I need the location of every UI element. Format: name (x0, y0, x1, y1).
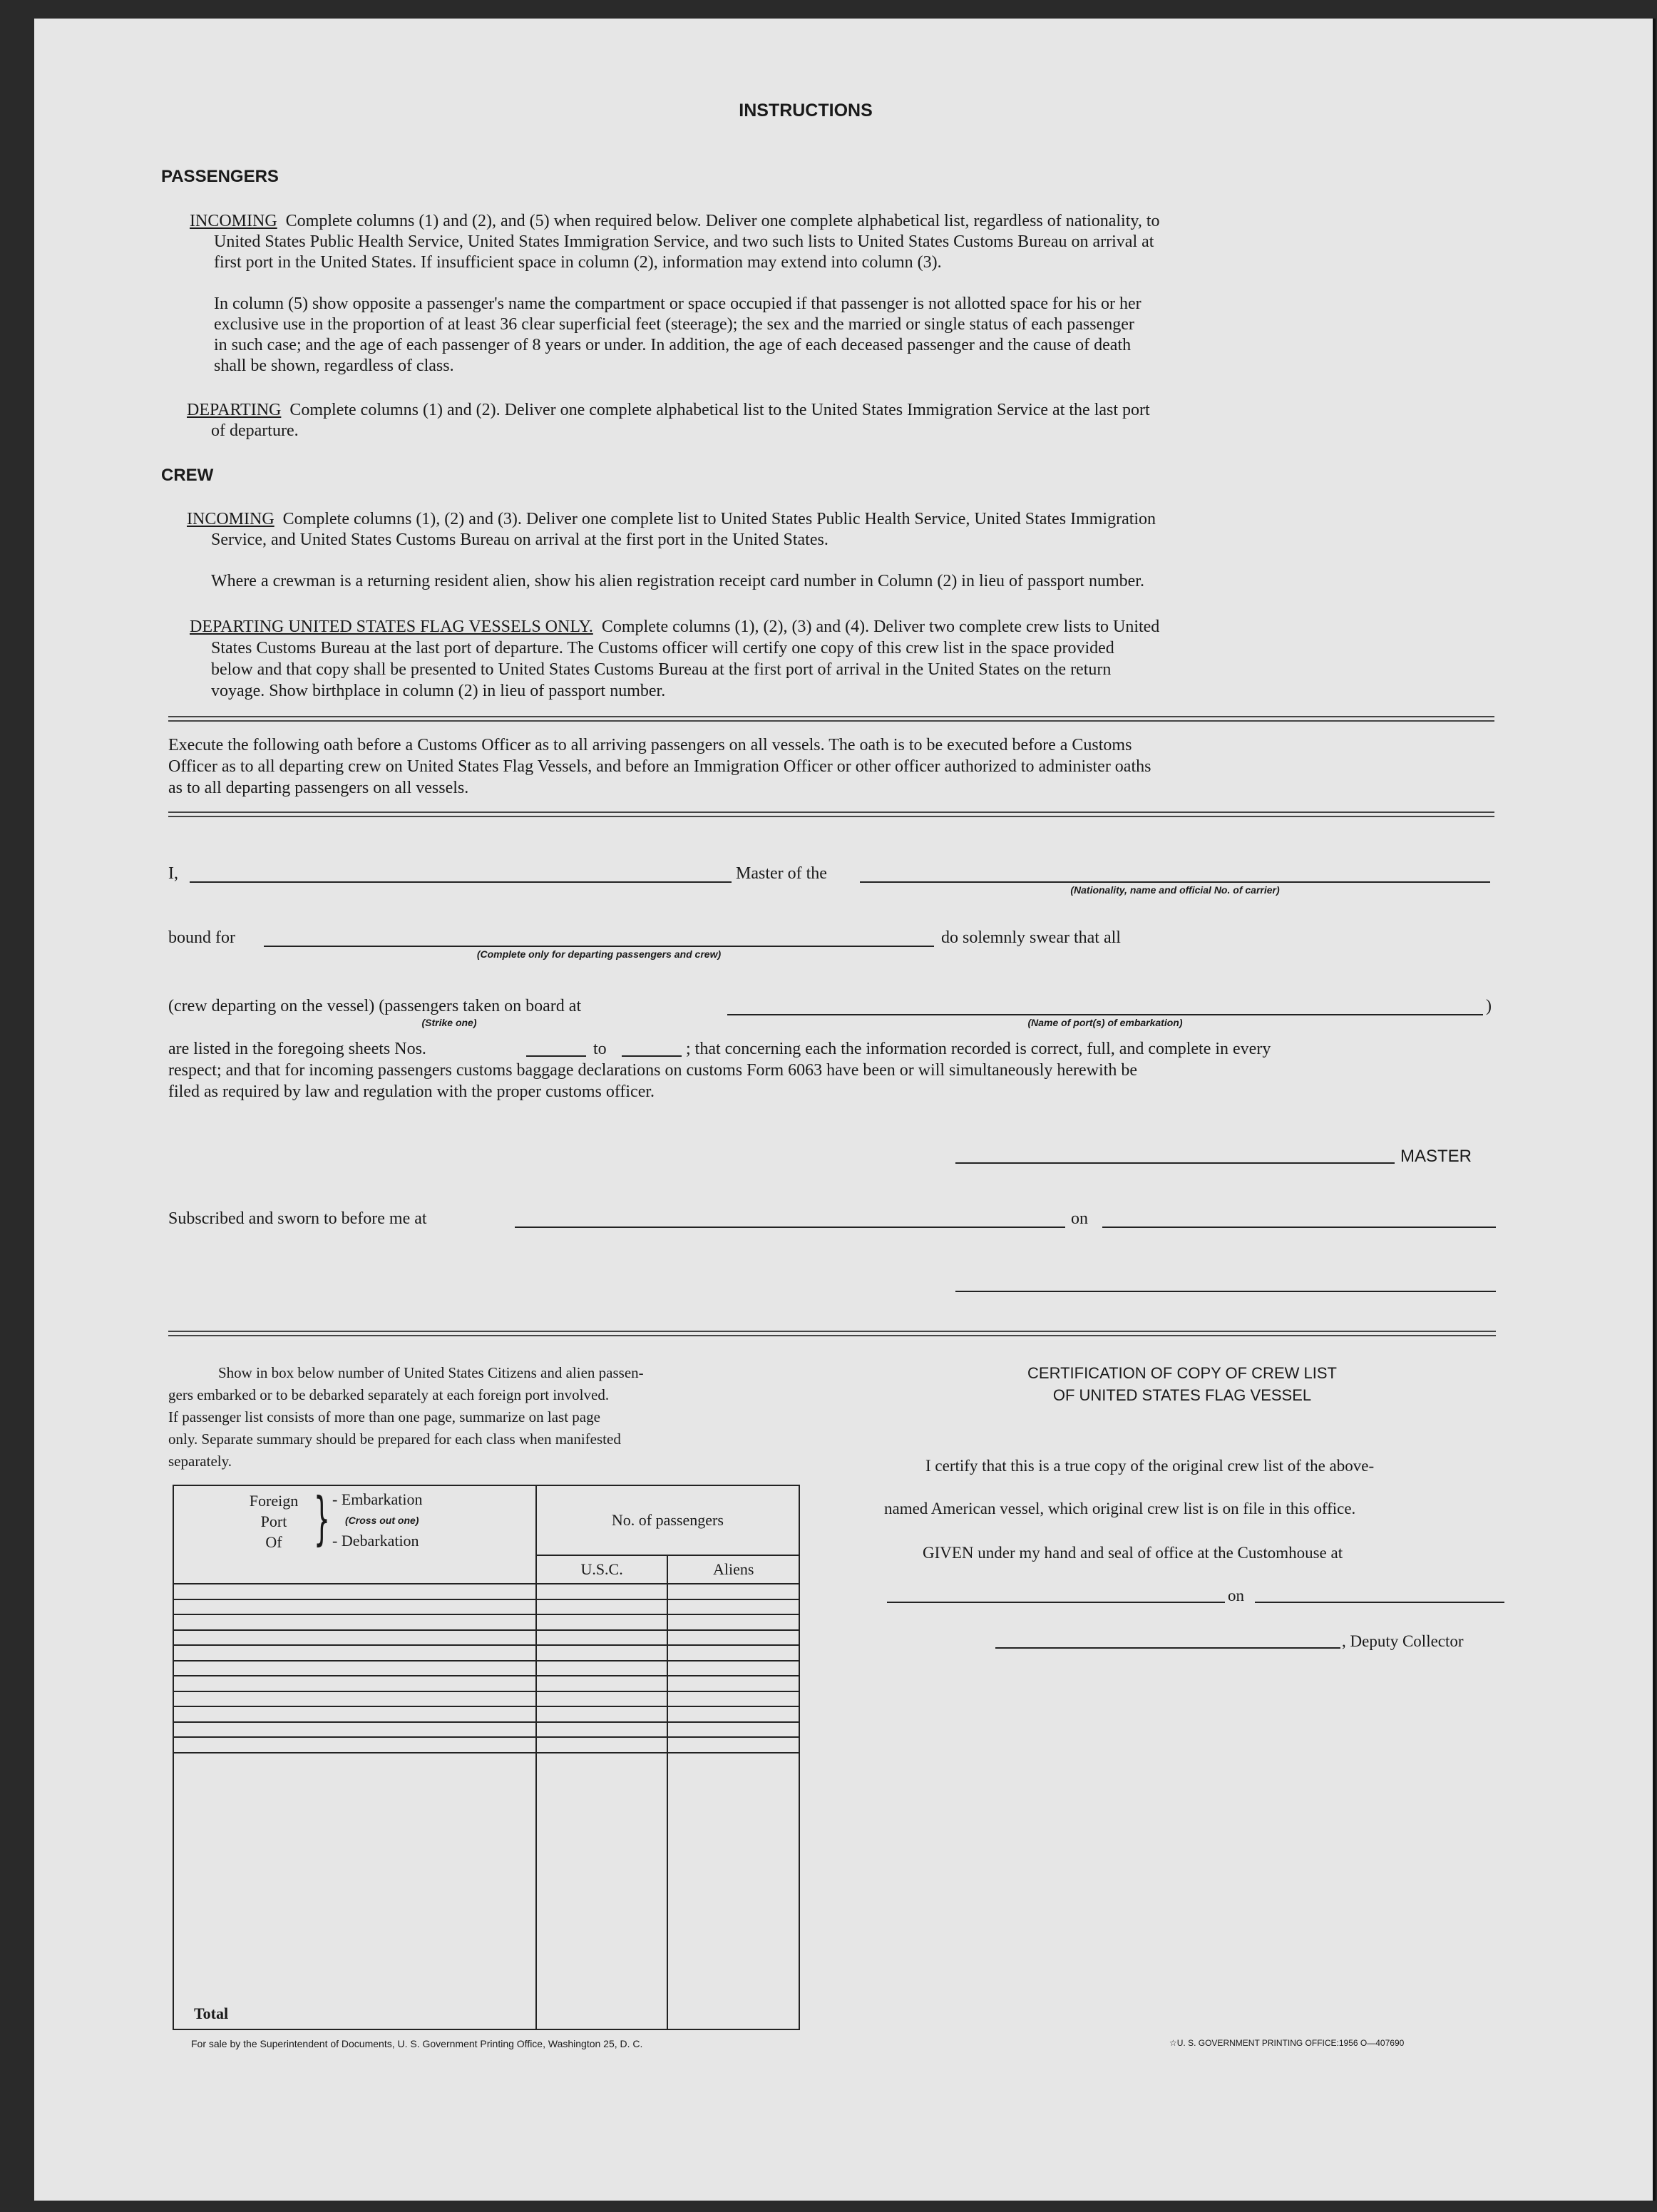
total-row (173, 1753, 799, 2029)
table-row (173, 1584, 799, 1599)
crew-alien-note: Where a crewman is a returning resident alien, show his alien registration receipt card number in Column (2) in lieu of passport number. (211, 572, 1144, 590)
swear-label: do solemnly swear that all (941, 928, 1121, 947)
table-row (173, 1706, 799, 1722)
embarkation-option[interactable]: - Embarkation (332, 1490, 423, 1508)
aliens-cell[interactable] (667, 1645, 799, 1661)
certification-title-line2: OF UNITED STATES FLAG VESSEL (1052, 1386, 1312, 1404)
table-row (173, 1614, 799, 1630)
usc-cell[interactable] (536, 1661, 668, 1676)
table-row (173, 1599, 799, 1615)
passengers-departing-text: Complete columns (1) and (2). Deliver one complete alphabetical list to the United States Immigration Service at the last port (289, 401, 1150, 419)
port-cell[interactable] (173, 1630, 536, 1646)
certification-date-field[interactable] (1255, 1602, 1504, 1603)
deputy-collector-signature-field[interactable] (995, 1647, 1340, 1649)
column5-line1: In column (5) show opposite a passenger's name the compartment or space occupied if that passenger is not allotted space for his or her (214, 295, 1142, 313)
sheet-to-field[interactable] (622, 1055, 682, 1057)
listed-line3: filed as required by law and regulation with the proper customs officer. (168, 1082, 655, 1101)
subscribed-label: Subscribed and sworn to before me at (168, 1209, 427, 1228)
usc-header: U.S.C. (536, 1555, 668, 1584)
port-cell[interactable] (173, 1737, 536, 1753)
crew-incoming-line2: Service, and United States Customs Bureau on arrival at the first port in the United States. (211, 531, 828, 549)
column5-line4: shall be shown, regardless of class. (214, 357, 454, 375)
aliens-cell[interactable] (667, 1706, 799, 1722)
listed-label-a: are listed in the foregoing sheets Nos. (168, 1040, 426, 1058)
crew-departing-line3: below and that copy shall be presented to United States Customs Bureau at the first port of arrival in the United States on the return (211, 660, 1112, 679)
bound-for-field[interactable] (264, 946, 934, 947)
aliens-total-cell[interactable] (667, 1753, 799, 2029)
listed-label-b: ; that concerning each the information recorded is correct, full, and complete in every (686, 1040, 1271, 1058)
summary-intro-line1: Show in box below number of United States Citizens and alien passen- (218, 1364, 644, 1381)
brace-icon: } (313, 1485, 330, 1552)
usc-cell[interactable] (536, 1645, 668, 1661)
no-of-passengers-header: No. of passengers (536, 1485, 799, 1555)
summary-intro-line3: If passenger list consists of more than one page, summarize on last page (168, 1408, 600, 1425)
oath-intro-line2: Officer as to all departing crew on United States Flag Vessels, and before an Immigration Officer or other officer authorized to administer oaths (168, 757, 1151, 776)
master-name-field[interactable] (190, 881, 732, 883)
passengers-heading: PASSENGERS (161, 167, 279, 186)
aliens-cell[interactable] (667, 1676, 799, 1691)
master-label: MASTER (1400, 1147, 1472, 1166)
usc-cell[interactable] (536, 1722, 668, 1738)
usc-total-cell[interactable] (536, 1753, 668, 2029)
column5-line3: in such case; and the age of each passenger of 8 years or under. In addition, the age of each deceased passenger and the cause of death (214, 336, 1132, 354)
port-cell[interactable] (173, 1599, 536, 1615)
summary-intro-line5: separately. (168, 1453, 232, 1470)
oath-intro-line1: Execute the following oath before a Customs Officer as to all arriving passengers on all vessels. The oath is to be executed before a Customs (168, 736, 1132, 754)
certification-on-label: on (1228, 1587, 1244, 1604)
carrier-caption: (Nationality, name and official No. of carrier) (1070, 884, 1280, 896)
usc-cell[interactable] (536, 1737, 668, 1753)
master-of-label: Master of the (736, 864, 827, 883)
footer-printing-note: For sale by the Superintendent of Documents, U. S. Government Printing Office, Washington 25, D. C. (191, 2038, 643, 2049)
sworn-place-field[interactable] (515, 1227, 1065, 1228)
crew-departing-line2: States Customs Bureau at the last port of departure. The Customs officer will certify one copy of this crew list in the space provided (211, 639, 1114, 657)
page-title: INSTRUCTIONS (739, 101, 873, 121)
carrier-field[interactable] (860, 881, 1490, 883)
summary-intro-line2: gers embarked or to be debarked separately at each foreign port involved. (168, 1386, 610, 1403)
port-label: Port (260, 1512, 287, 1530)
aliens-cell[interactable] (667, 1630, 799, 1646)
certification-title-line1: CERTIFICATION OF COPY OF CREW LIST (1027, 1364, 1337, 1382)
port-cell[interactable] (173, 1584, 536, 1599)
embarkation-ports-field[interactable] (727, 1014, 1483, 1015)
oath-i-label: I, (168, 864, 178, 883)
cross-out-caption: (Cross out one) (345, 1515, 419, 1526)
aliens-cell[interactable] (667, 1599, 799, 1615)
aliens-cell[interactable] (667, 1584, 799, 1599)
ports-caption: (Name of port(s) of embarkation) (1027, 1017, 1183, 1028)
table-row (173, 1722, 799, 1738)
port-cell[interactable] (173, 1614, 536, 1630)
close-paren: ) (1486, 997, 1492, 1015)
bound-for-label: bound for (168, 928, 235, 947)
customhouse-field[interactable] (887, 1602, 1225, 1603)
divider (168, 1331, 1496, 1336)
crew-heading: CREW (161, 466, 214, 485)
passengers-departing-para (187, 399, 1150, 421)
debarkation-option[interactable]: - Debarkation (332, 1532, 419, 1550)
foreign-label: Foreign (249, 1492, 299, 1510)
officer-signature-field[interactable] (955, 1291, 1496, 1292)
aliens-cell[interactable] (667, 1691, 799, 1707)
summary-instructions (168, 1362, 644, 1473)
total-label: Total (173, 1753, 536, 2029)
usc-cell[interactable] (536, 1614, 668, 1630)
aliens-cell[interactable] (667, 1722, 799, 1738)
table-row (173, 1676, 799, 1691)
strike-caption: (Strike one) (421, 1017, 477, 1028)
crew-departing-text: Complete columns (1), (2), (3) and (4). Deliver two complete crew lists to United (601, 618, 1160, 636)
given-label: GIVEN under my hand and seal of office at the Customhouse at (923, 1544, 1343, 1562)
divider (168, 811, 1494, 817)
certification-title (876, 1362, 1489, 1406)
footer-gpo-code: ☆U. S. GOVERNMENT PRINTING OFFICE:1956 O—407690 (1169, 2038, 1405, 2048)
table-row (173, 1630, 799, 1646)
aliens-cell[interactable] (667, 1737, 799, 1753)
crew-departing-line4: voyage. Show birthplace in column (2) in lieu of passport number. (211, 682, 666, 700)
passenger-summary-table (173, 1485, 800, 2030)
column5-line2: exclusive use in the proportion of at least 36 clear superficial feet (steerage); the sex and the married or single status of each passenger (214, 315, 1134, 334)
aliens-header: Aliens (667, 1555, 799, 1584)
sworn-date-field[interactable] (1102, 1227, 1496, 1228)
aliens-cell[interactable] (667, 1614, 799, 1630)
crew-incoming-text: Complete columns (1), (2) and (3). Deliver one complete list to United States Public Health Service, United States Immigration (282, 510, 1156, 528)
passengers-incoming-para (190, 210, 1160, 232)
passengers-incoming-line3: first port in the United States. If insufficient space in column (2), information may extend into column (3). (214, 253, 942, 272)
usc-cell[interactable] (536, 1676, 668, 1691)
usc-cell[interactable] (536, 1599, 668, 1615)
listed-to-label: to (593, 1040, 607, 1058)
usc-cell[interactable] (536, 1630, 668, 1646)
sheet-from-field[interactable] (526, 1055, 586, 1057)
oath-intro-line3: as to all departing passengers on all vessels. (168, 779, 469, 797)
passengers-departing-line2: of departure. (211, 421, 299, 440)
port-cell[interactable] (173, 1676, 536, 1691)
port-cell[interactable] (173, 1645, 536, 1661)
deputy-collector-label: , Deputy Collector (1342, 1632, 1464, 1650)
port-cell[interactable] (173, 1706, 536, 1722)
table-row (173, 1661, 799, 1676)
summary-intro-line4: only. Separate summary should be prepared for each class when manifested (168, 1430, 621, 1448)
passengers-incoming-text: Complete columns (1) and (2), and (5) when required below. Deliver one complete alphabetical list, regardless of nationality, to (285, 212, 1160, 230)
master-signature-field[interactable] (955, 1162, 1395, 1164)
crew-incoming-para (187, 508, 1156, 531)
sworn-on-label: on (1071, 1209, 1088, 1228)
crew-departing-label: DEPARTING UNITED STATES FLAG VESSELS ONLY. (190, 618, 593, 636)
listed-line2: respect; and that for incoming passengers customs baggage declarations on customs Form 6063 have been or will simultaneously herewith be (168, 1061, 1137, 1080)
passengers-incoming-line2: United States Public Health Service, United States Immigration Service, and two such lists to United States Customs Bureau on arrival at (214, 232, 1154, 251)
usc-cell[interactable] (536, 1706, 668, 1722)
of-label: Of (265, 1533, 282, 1551)
certify-line1: I certify that this is a true copy of the original crew list of the above- (925, 1457, 1375, 1475)
table-row (173, 1737, 799, 1753)
port-cell[interactable] (173, 1722, 536, 1738)
table-row (173, 1645, 799, 1661)
table-row (173, 1691, 799, 1707)
passengers-incoming-label: INCOMING (190, 212, 277, 230)
crew-incoming-label: INCOMING (187, 510, 275, 528)
usc-cell[interactable] (536, 1691, 668, 1707)
divider (168, 716, 1494, 722)
certify-line2: named American vessel, which original crew list is on file in this office. (884, 1500, 1356, 1517)
usc-cell[interactable] (536, 1584, 668, 1599)
port-cell[interactable] (173, 1661, 536, 1676)
passengers-departing-label: DEPARTING (187, 401, 282, 419)
crew-departing-oath-label: (crew departing on the vessel) (passengers taken on board at (168, 997, 582, 1015)
crew-departing-para (190, 616, 1159, 638)
port-cell[interactable] (173, 1691, 536, 1707)
aliens-cell[interactable] (667, 1661, 799, 1676)
bound-for-caption: (Complete only for departing passengers and crew) (476, 948, 722, 960)
